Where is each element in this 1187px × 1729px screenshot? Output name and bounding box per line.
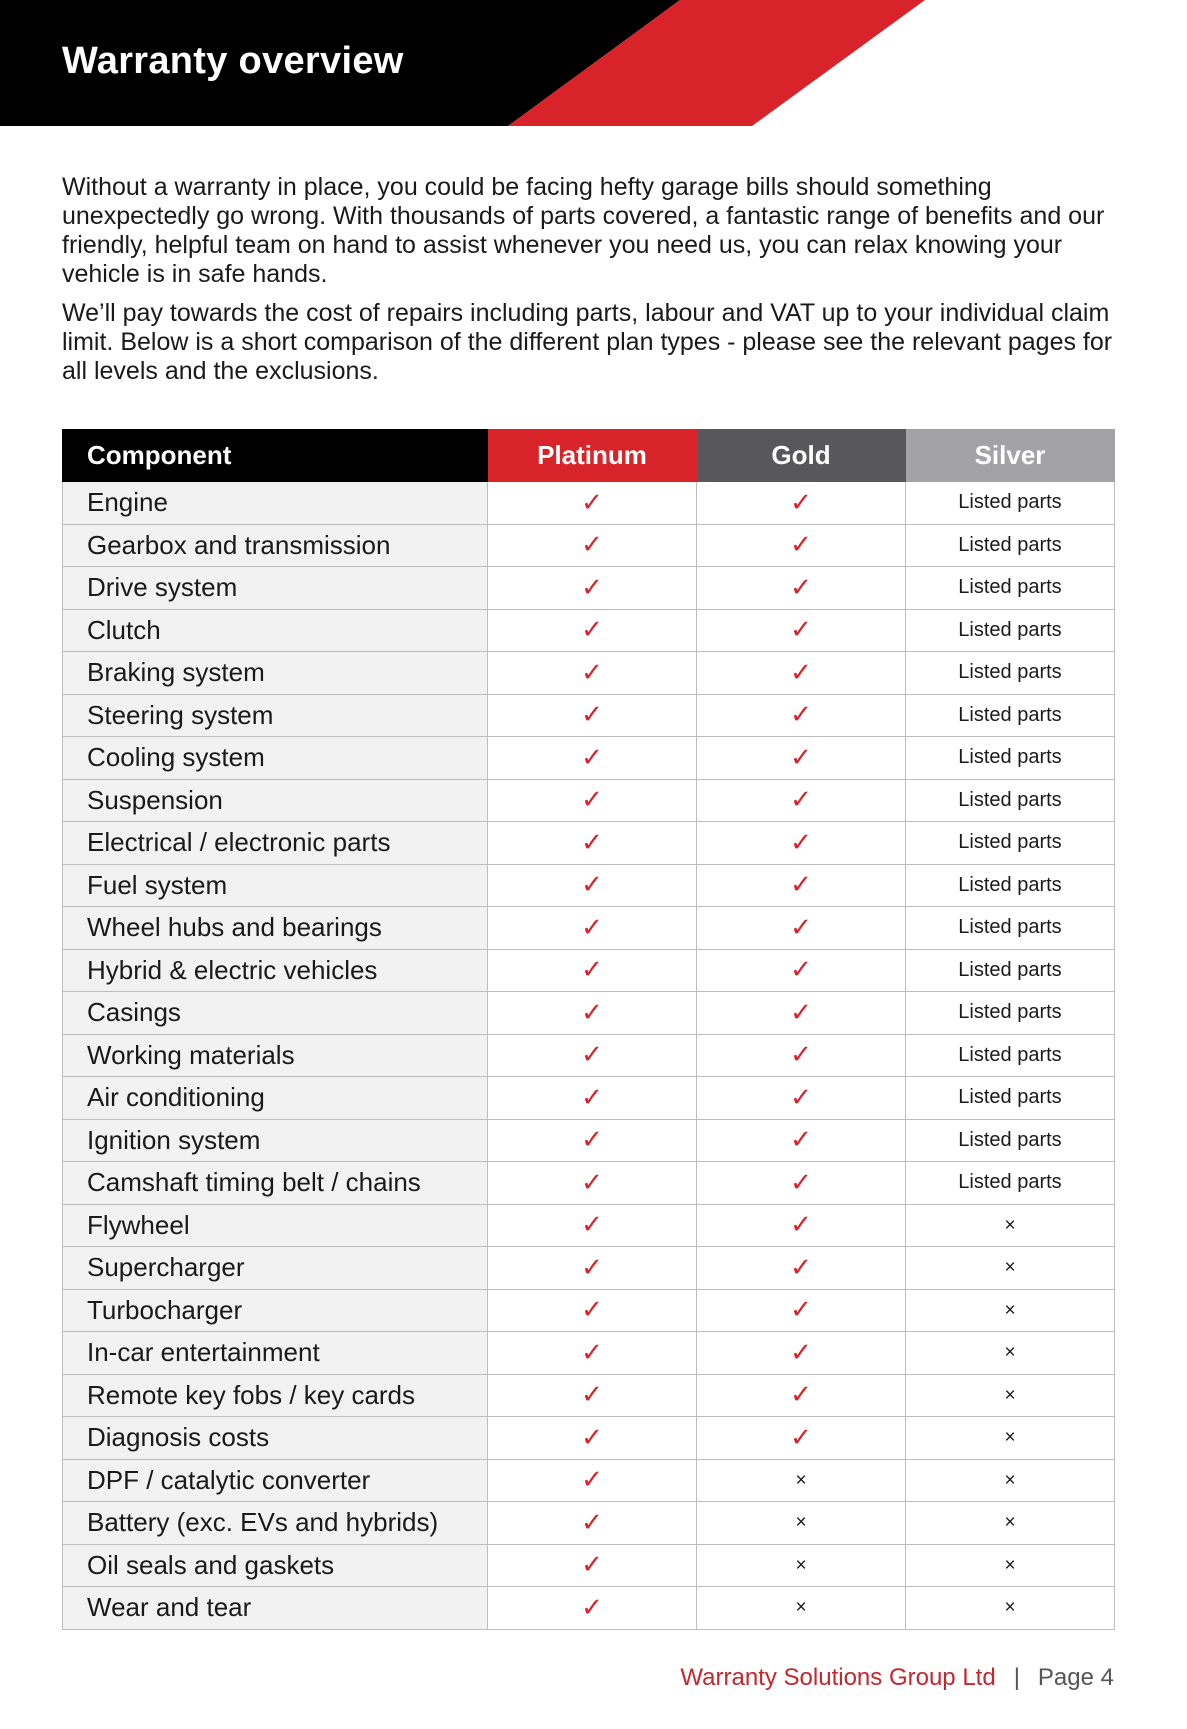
component-name: Engine [63, 482, 488, 525]
component-name: Battery (exc. EVs and hybrids) [63, 1502, 488, 1545]
cell-silver [906, 694, 1115, 737]
check-icon: ✓ [581, 1124, 603, 1155]
table-row [63, 864, 1115, 907]
cell-platinum [488, 1417, 697, 1460]
coverage-text: Listed parts [958, 703, 1062, 726]
cross-icon: × [795, 1512, 807, 1534]
check-icon: ✓ [790, 954, 812, 985]
cell-gold [697, 1077, 906, 1120]
cell-silver [906, 1459, 1115, 1502]
cell-gold [697, 949, 906, 992]
component-name: Casings [63, 992, 488, 1035]
cell-silver [906, 1289, 1115, 1332]
cell-silver [906, 1162, 1115, 1205]
cell-platinum [488, 779, 697, 822]
header-platinum: Platinum [488, 430, 697, 482]
header-component: Component [63, 430, 488, 482]
cross-icon: × [1004, 1597, 1016, 1619]
table-row [63, 652, 1115, 695]
cell-platinum [488, 1374, 697, 1417]
check-icon: ✓ [790, 784, 812, 815]
check-icon: ✓ [790, 1039, 812, 1070]
cell-silver [906, 1034, 1115, 1077]
table-row [63, 1204, 1115, 1247]
component-name: Electrical / electronic parts [63, 822, 488, 865]
coverage-text: Listed parts [958, 1171, 1062, 1194]
check-icon: ✓ [581, 1506, 603, 1537]
table-row [63, 1587, 1115, 1630]
check-icon: ✓ [581, 1591, 603, 1622]
header-silver: Silver [906, 430, 1115, 482]
check-icon: ✓ [581, 571, 603, 602]
cell-gold [697, 524, 906, 567]
check-icon: ✓ [581, 1166, 603, 1197]
coverage-text: Listed parts [958, 576, 1062, 599]
cell-gold [697, 1162, 906, 1205]
component-name: Diagnosis costs [63, 1417, 488, 1460]
cell-gold [697, 482, 906, 525]
table-row [63, 609, 1115, 652]
coverage-text: Listed parts [958, 746, 1062, 769]
cell-silver [906, 1374, 1115, 1417]
cell-gold [697, 907, 906, 950]
cell-silver [906, 822, 1115, 865]
component-name: Air conditioning [63, 1077, 488, 1120]
cell-silver [906, 482, 1115, 525]
check-icon: ✓ [581, 656, 603, 687]
check-icon: ✓ [790, 529, 812, 560]
check-icon: ✓ [581, 826, 603, 857]
component-name: Wheel hubs and bearings [63, 907, 488, 950]
check-icon: ✓ [790, 869, 812, 900]
coverage-text: Listed parts [958, 873, 1062, 896]
component-name: Cooling system [63, 737, 488, 780]
check-icon: ✓ [581, 1039, 603, 1070]
cell-silver [906, 779, 1115, 822]
cell-gold [697, 1374, 906, 1417]
check-icon: ✓ [581, 1464, 603, 1495]
component-name: Steering system [63, 694, 488, 737]
check-icon: ✓ [790, 614, 812, 645]
cell-platinum [488, 864, 697, 907]
cell-gold [697, 737, 906, 780]
check-icon: ✓ [790, 1294, 812, 1325]
cell-silver [906, 524, 1115, 567]
check-icon: ✓ [790, 1124, 812, 1155]
check-icon: ✓ [581, 954, 603, 985]
table-header-row [63, 430, 1115, 482]
cell-gold [697, 1034, 906, 1077]
cell-silver [906, 1332, 1115, 1375]
cell-platinum [488, 1332, 697, 1375]
cell-silver [906, 652, 1115, 695]
cell-silver [906, 1544, 1115, 1587]
coverage-text: Listed parts [958, 618, 1062, 641]
cell-platinum [488, 1289, 697, 1332]
coverage-text: Listed parts [958, 831, 1062, 854]
check-icon: ✓ [581, 869, 603, 900]
cell-platinum [488, 694, 697, 737]
cell-platinum [488, 1077, 697, 1120]
cell-silver [906, 1119, 1115, 1162]
cell-platinum [488, 907, 697, 950]
cell-gold [697, 864, 906, 907]
component-name: Hybrid & electric vehicles [63, 949, 488, 992]
cross-icon: × [1004, 1384, 1016, 1406]
cell-gold [697, 992, 906, 1035]
check-icon: ✓ [790, 1336, 812, 1367]
cell-gold [697, 779, 906, 822]
check-icon: ✓ [790, 1081, 812, 1112]
check-icon: ✓ [581, 1549, 603, 1580]
table-row [63, 1247, 1115, 1290]
check-icon: ✓ [581, 529, 603, 560]
cell-platinum [488, 567, 697, 610]
check-icon: ✓ [790, 911, 812, 942]
component-name: Braking system [63, 652, 488, 695]
cell-silver [906, 609, 1115, 652]
table-row [63, 1162, 1115, 1205]
table-row [63, 1332, 1115, 1375]
check-icon: ✓ [581, 1336, 603, 1367]
table-row [63, 992, 1115, 1035]
component-name: Fuel system [63, 864, 488, 907]
cross-icon: × [1004, 1257, 1016, 1279]
cell-platinum [488, 524, 697, 567]
cell-silver [906, 864, 1115, 907]
table-row [63, 907, 1115, 950]
cell-gold [697, 1544, 906, 1587]
cell-platinum [488, 1247, 697, 1290]
page-title: Warranty overview [62, 40, 404, 82]
check-icon: ✓ [790, 486, 812, 517]
table-row [63, 779, 1115, 822]
component-name: DPF / catalytic converter [63, 1459, 488, 1502]
component-name: Suspension [63, 779, 488, 822]
cell-platinum [488, 1119, 697, 1162]
check-icon: ✓ [790, 1421, 812, 1452]
coverage-text: Listed parts [958, 1001, 1062, 1024]
table-row [63, 1544, 1115, 1587]
table-row [63, 694, 1115, 737]
cell-gold [697, 1459, 906, 1502]
cell-platinum [488, 992, 697, 1035]
cell-gold [697, 1247, 906, 1290]
cell-platinum [488, 949, 697, 992]
check-icon: ✓ [790, 1379, 812, 1410]
cell-silver [906, 907, 1115, 950]
cell-platinum [488, 1544, 697, 1587]
cell-platinum [488, 652, 697, 695]
check-icon: ✓ [790, 996, 812, 1027]
table-row [63, 1417, 1115, 1460]
check-icon: ✓ [581, 911, 603, 942]
cross-icon: × [795, 1597, 807, 1619]
check-icon: ✓ [790, 741, 812, 772]
table-row [63, 482, 1115, 525]
cell-silver [906, 737, 1115, 780]
cell-gold [697, 1204, 906, 1247]
check-icon: ✓ [581, 1251, 603, 1282]
coverage-text: Listed parts [958, 533, 1062, 556]
table-row [63, 822, 1115, 865]
cross-icon: × [1004, 1512, 1016, 1534]
table-row [63, 1502, 1115, 1545]
cell-platinum [488, 1459, 697, 1502]
cell-gold [697, 1587, 906, 1630]
cross-icon: × [795, 1554, 807, 1576]
table-row [63, 1119, 1115, 1162]
component-name: Ignition system [63, 1119, 488, 1162]
cell-platinum [488, 1162, 697, 1205]
component-name: Flywheel [63, 1204, 488, 1247]
page-header [0, 0, 1187, 126]
table-row [63, 949, 1115, 992]
check-icon: ✓ [581, 1081, 603, 1112]
component-name: Working materials [63, 1034, 488, 1077]
component-name: Oil seals and gaskets [63, 1544, 488, 1587]
check-icon: ✓ [581, 699, 603, 730]
table-row [63, 524, 1115, 567]
table-row [63, 1459, 1115, 1502]
table-row [63, 1034, 1115, 1077]
cell-silver [906, 1204, 1115, 1247]
cross-icon: × [1004, 1214, 1016, 1236]
table-row [63, 1077, 1115, 1120]
component-name: In-car entertainment [63, 1332, 488, 1375]
coverage-text: Listed parts [958, 491, 1062, 514]
cell-silver [906, 1247, 1115, 1290]
component-name: Turbocharger [63, 1289, 488, 1332]
table-row [63, 567, 1115, 610]
check-icon: ✓ [581, 1209, 603, 1240]
cell-platinum [488, 609, 697, 652]
check-icon: ✓ [581, 784, 603, 815]
cell-platinum [488, 822, 697, 865]
cell-silver [906, 1077, 1115, 1120]
cell-platinum [488, 1034, 697, 1077]
cell-gold [697, 694, 906, 737]
cross-icon: × [1004, 1469, 1016, 1491]
table-row [63, 737, 1115, 780]
coverage-text: Listed parts [958, 1128, 1062, 1151]
check-icon: ✓ [790, 826, 812, 857]
page-number: Page 4 [1037, 1664, 1114, 1691]
check-icon: ✓ [581, 1294, 603, 1325]
cross-icon: × [1004, 1554, 1016, 1576]
cell-silver [906, 567, 1115, 610]
cell-gold [697, 652, 906, 695]
cell-gold [697, 1502, 906, 1545]
cell-platinum [488, 1587, 697, 1630]
cell-silver [906, 1417, 1115, 1460]
check-icon: ✓ [581, 1421, 603, 1452]
check-icon: ✓ [790, 1251, 812, 1282]
cell-platinum [488, 737, 697, 780]
cell-gold [697, 1119, 906, 1162]
cell-gold [697, 609, 906, 652]
check-icon: ✓ [581, 486, 603, 517]
component-name: Supercharger [63, 1247, 488, 1290]
header-gold: Gold [697, 430, 906, 482]
footer-separator: | [1013, 1664, 1020, 1691]
component-name: Remote key fobs / key cards [63, 1374, 488, 1417]
cross-icon: × [795, 1469, 807, 1491]
cell-gold [697, 822, 906, 865]
cell-platinum [488, 1502, 697, 1545]
cell-gold [697, 1332, 906, 1375]
cell-silver [906, 992, 1115, 1035]
coverage-text: Listed parts [958, 661, 1062, 684]
check-icon: ✓ [790, 699, 812, 730]
intro-paragraph: We’ll pay towards the cost of repairs including parts, labour and VAT up to your individual claim limit. Below is a short comparison of the different plan types - please see the relevant pages for all levels and the exclusions. [62, 299, 1113, 385]
cross-icon: × [1004, 1299, 1016, 1321]
cross-icon: × [1004, 1342, 1016, 1364]
check-icon: ✓ [790, 1166, 812, 1197]
coverage-comparison-table [62, 429, 1115, 1630]
component-name: Gearbox and transmission [63, 524, 488, 567]
table-row [63, 1374, 1115, 1417]
footer-company: Warranty Solutions Group Ltd [680, 1664, 996, 1691]
component-name: Wear and tear [63, 1587, 488, 1630]
intro-paragraph: Without a warranty in place, you could be facing hefty garage bills should something unexpectedly go wrong. With thousands of parts covered, a fantastic range of benefits and our friendly, helpful team on hand to assist whenever you need us, you can relax knowing your vehicle is in safe hands. [62, 173, 1105, 288]
component-name: Drive system [63, 567, 488, 610]
cell-gold [697, 1289, 906, 1332]
page-footer [680, 1664, 1114, 1692]
coverage-text: Listed parts [958, 1043, 1062, 1066]
cell-silver [906, 1587, 1115, 1630]
check-icon: ✓ [581, 996, 603, 1027]
coverage-text: Listed parts [958, 1086, 1062, 1109]
intro-text [62, 173, 1122, 396]
check-icon: ✓ [790, 1209, 812, 1240]
coverage-text: Listed parts [958, 916, 1062, 939]
check-icon: ✓ [581, 741, 603, 772]
table-row [63, 1289, 1115, 1332]
check-icon: ✓ [790, 656, 812, 687]
component-name: Camshaft timing belt / chains [63, 1162, 488, 1205]
check-icon: ✓ [581, 614, 603, 645]
cell-silver [906, 949, 1115, 992]
cross-icon: × [1004, 1427, 1016, 1449]
cell-platinum [488, 482, 697, 525]
cell-platinum [488, 1204, 697, 1247]
coverage-text: Listed parts [958, 958, 1062, 981]
coverage-text: Listed parts [958, 788, 1062, 811]
check-icon: ✓ [581, 1379, 603, 1410]
check-icon: ✓ [790, 571, 812, 602]
component-name: Clutch [63, 609, 488, 652]
cell-gold [697, 1417, 906, 1460]
cell-silver [906, 1502, 1115, 1545]
cell-gold [697, 567, 906, 610]
